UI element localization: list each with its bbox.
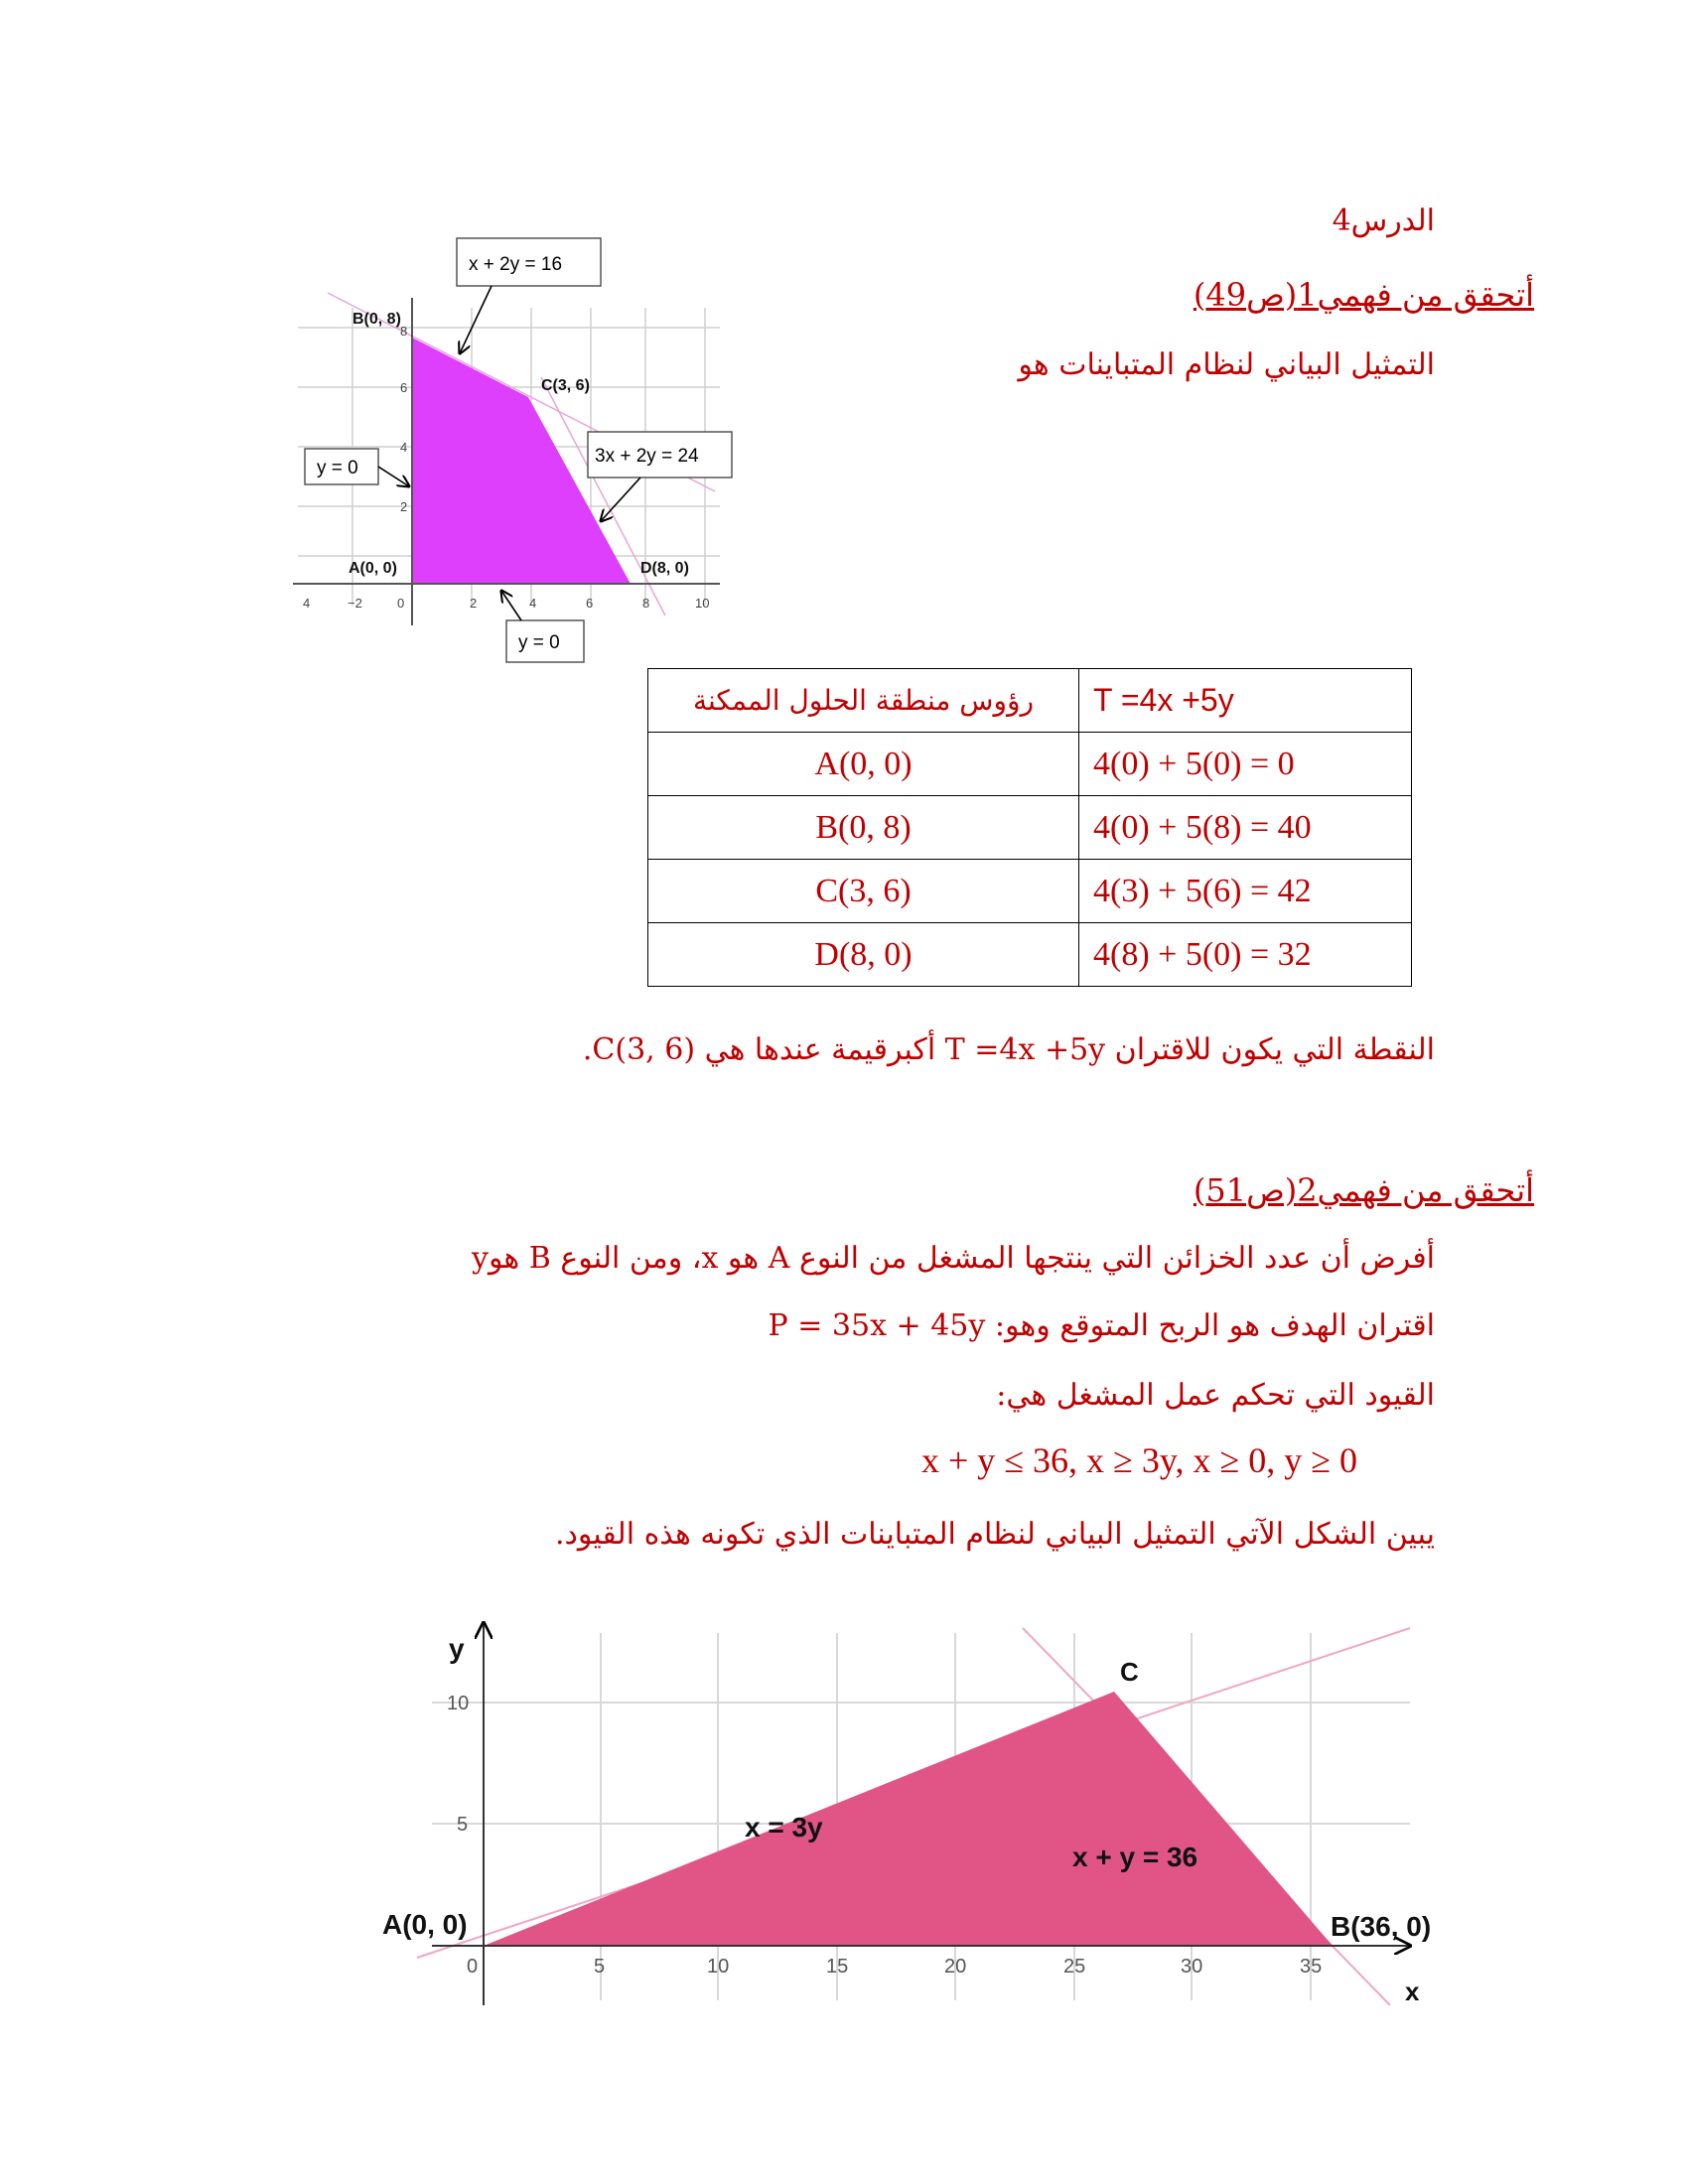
graph1-ytick: 2 [400,499,408,514]
table-row [648,733,1412,796]
table-row [648,923,1412,987]
graph2-x-axis-label: x [1405,1977,1420,2006]
lesson-title: الدرس4 [1332,204,1435,238]
graph2-xtick: 25 [1063,1956,1086,1978]
graph2-eq1-label: x = 3y [745,1812,823,1843]
table-header-objective: T =4x +5y [1079,669,1412,733]
table-cell-value: 4(0) + 5(0) = 0 [1079,733,1412,796]
graph1-xtick: 10 [695,596,710,611]
graph2-xtick: 0 [467,1956,479,1978]
graph1-eq3-label: y = 0 [317,458,358,478]
graph2-xtick: 30 [1181,1956,1203,1978]
table-cell-vertex: B(0, 8) [648,796,1079,860]
table-row [648,796,1412,860]
graph1-xtick: 6 [586,596,594,611]
graph2-xtick: 10 [707,1956,730,1978]
graph1-ytick: 4 [400,440,408,455]
graph1-xtick: 2 [470,596,478,611]
section1-heading: أتحقق من فهمي1(ص49) [1193,276,1534,314]
graph2-ytick: 5 [457,1814,469,1836]
table-header-row [648,669,1412,733]
graph1-ytick: 6 [400,380,408,395]
graph1-eq1-label: x + 2y = 16 [469,254,563,275]
graph1-label-a: A(0, 0) [349,560,397,577]
section1-conclusion: النقطة التي يكون للاقتران T =4x +5y أكبرقيمة عندها هي C(3, 6). [582,1032,1435,1067]
graph1-xtick: −2 [348,596,362,611]
graph2-xtick: 5 [594,1956,606,1978]
graph2-y-axis-label: y [449,1633,465,1664]
graph1-label-b: B(0, 8) [352,311,401,328]
graph1-label-c: C(3, 6) [541,377,590,394]
graph2-eq2-label: x + y = 36 [1072,1842,1198,1872]
graph1-ytick: 8 [400,324,408,339]
table-row [648,860,1412,923]
graph1-xtick: 8 [642,596,650,611]
vertices-table [647,668,1412,987]
graph2-ytick: 10 [447,1693,470,1714]
graph1-xtick: 4 [529,596,537,611]
graph1 [293,228,750,665]
graph2 [377,1603,1450,2030]
table-cell-value: 4(8) + 5(0) = 32 [1079,923,1412,987]
table-cell-vertex: C(3, 6) [648,860,1079,923]
graph1-eq2-label: 3x + 2y = 24 [595,446,699,467]
table-cell-value: 4(3) + 5(6) = 42 [1079,860,1412,923]
table-cell-vertex: A(0, 0) [648,733,1079,796]
graph2-label-b: B(36, 0) [1331,1911,1432,1942]
section2-line3: القيود التي تحكم عمل المشغل هي: [996,1378,1435,1413]
graph2-xtick: 15 [826,1956,849,1978]
graph2-feasible-region [484,1692,1333,1946]
section2-line2: اقتران الهدف هو الربح المتوقع وهو: P = 35x + 45y [768,1308,1435,1343]
graph2-xtick: 20 [944,1956,967,1978]
section2-line1: أفرض أن عدد الخزائن التي ينتجها المشغل من النوع A هو x، ومن النوع B هوy [471,1241,1435,1276]
table-cell-value: 4(0) + 5(8) = 40 [1079,796,1412,860]
graph2-label-c: C [1120,1657,1139,1687]
section2-line4: يبين الشكل الآتي التمثيل البياني لنظام المتباينات الذي تكونه هذه القيود. [554,1517,1435,1552]
table-header-vertices: رؤوس منطقة الحلول الممكنة [648,669,1079,733]
graph1-xtick: 0 [397,596,405,611]
graph2-label-a: A(0, 0) [382,1909,468,1940]
section1-intro: التمثيل البياني لنظام المتباينات هو [1018,347,1435,382]
table-cell-vertex: D(8, 0) [648,923,1079,987]
section2-constraints: x + y ≤ 36, x ≥ 3y, x ≥ 0, y ≥ 0 [921,1440,1357,1480]
graph1-xtick: 4 [303,596,311,611]
graph1-label-d: D(8, 0) [640,560,689,577]
graph2-xtick: 35 [1300,1956,1323,1978]
graph1-eq4-label: y = 0 [518,632,560,653]
section2-heading: أتحقق من فهمي2(ص51) [1193,1171,1534,1209]
